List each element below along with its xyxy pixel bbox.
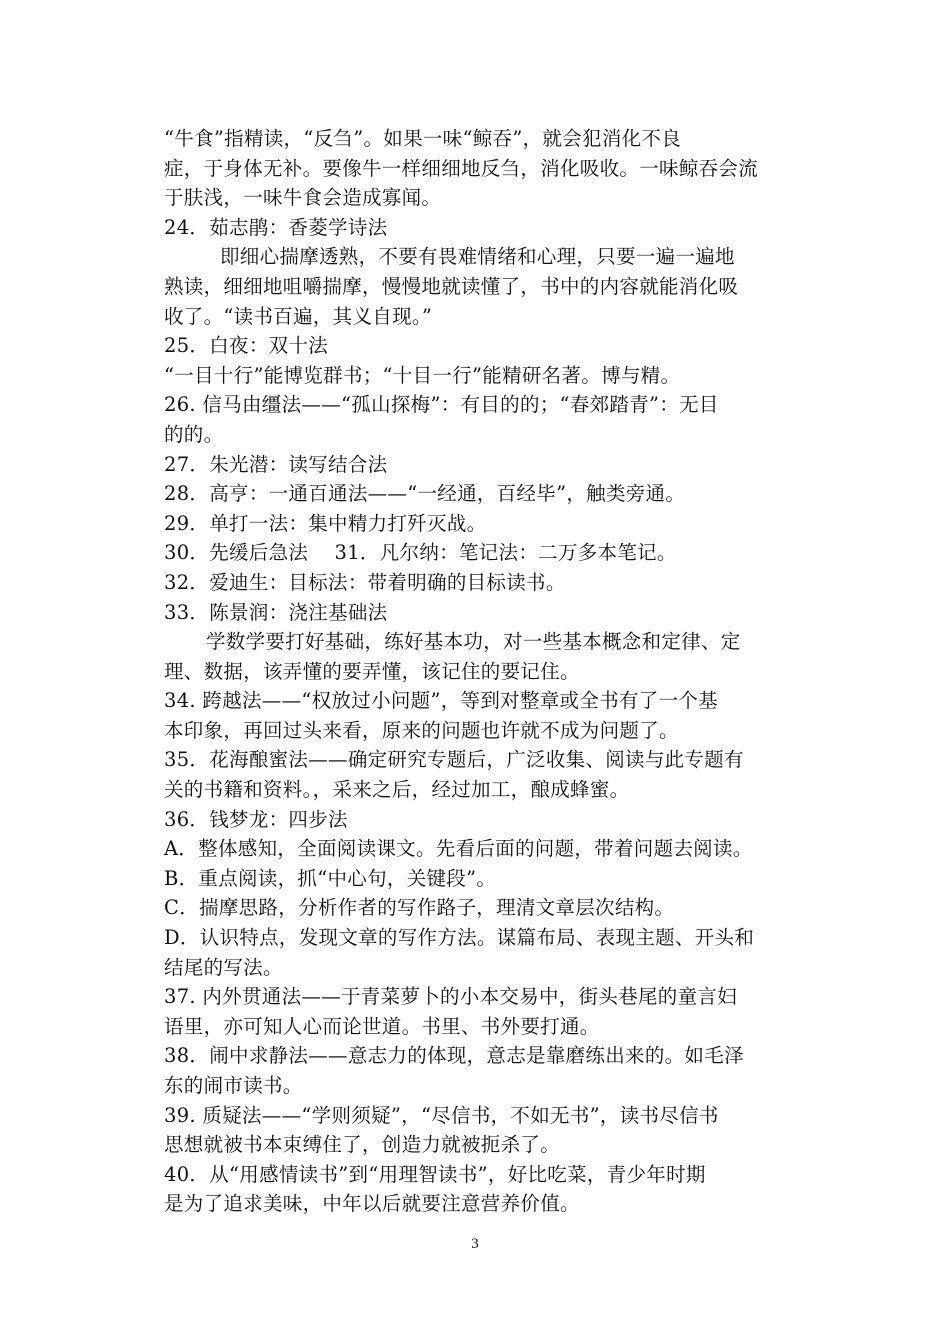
text-line: 本印象，再回过头来看，原来的问题也许就不成为问题了。 xyxy=(164,718,679,742)
section-heading-25: 25．白夜：双十法 xyxy=(164,334,329,358)
text-line: 于肤浅，一味牛食会造成寡闻。 xyxy=(164,186,442,210)
text-line: 收了。“读书百遍，其义自现。” xyxy=(164,304,433,328)
section-heading-29: 29．单打一法：集中精力打歼灭战。 xyxy=(164,511,487,535)
section-heading-39: 39. 质疑法——“学则须疑”，“尽信书，不如无书”，读书尽信书 xyxy=(164,1103,719,1127)
section-heading-27: 27．朱光潜：读写结合法 xyxy=(164,452,388,476)
text-line: 语里，亦可知人心而论世道。书里、书外要打通。 xyxy=(164,1014,600,1038)
text-line: 学数学要打好基础，练好基本功，对一些基本概念和定律、定 xyxy=(206,630,741,654)
section-heading-32: 32．爱迪生：目标法：带着明确的目标读书。 xyxy=(164,570,566,594)
section-heading-34: 34. 跨越法——“权放过小问题”，等到对整章或全书有了一个基 xyxy=(164,689,718,713)
list-item-c: C．揣摩思路，分析作者的写作路子，理清文章层次结构。 xyxy=(164,896,675,920)
section-heading-33: 33．陈景润：浇注基础法 xyxy=(164,600,388,624)
section-heading-30-31: 30．先缓后急法 31．凡尔纳：笔记法：二万多本笔记。 xyxy=(164,541,677,565)
section-heading-36: 36．钱梦龙：四步法 xyxy=(164,807,348,831)
page-number: 3 xyxy=(471,1236,479,1252)
section-heading-28: 28．高亨：一通百通法——“一经通，百经毕”，触类旁通。 xyxy=(164,482,686,506)
list-item-d: D．认识特点，发现文章的写作方法。谋篇布局、表现主题、开头和 xyxy=(164,926,755,950)
text-line: 思想就被书本束缚住了，创造力就被扼杀了。 xyxy=(164,1133,561,1157)
document-body xyxy=(164,124,789,1219)
text-line: 是为了追求美味，中年以后就要注意营养价值。 xyxy=(164,1192,580,1216)
section-heading-40: 40．从“用感情读书”到“用理智读书”，好比吃菜，青少年时期 xyxy=(164,1162,706,1186)
text-line: 症，于身体无补。要像牛一样细细地反刍，消化吸收。一味鲸吞会流 xyxy=(164,156,759,180)
text-line: 即细心揣摩透熟，不要有畏难情绪和心理，只要一遍一遍地 xyxy=(220,245,735,269)
text-line: 关的书籍和资料。，采来之后，经过加工，酿成蜂蜜。 xyxy=(164,778,630,802)
text-line: 的的。 xyxy=(164,422,224,446)
text-line: 结尾的写法。 xyxy=(164,955,283,979)
text-line: “牛食”指精读，“反刍”。如果一味“鲸吞”，就会犯消化不良 xyxy=(164,127,682,150)
section-heading-38: 38．闹中求静法——意志力的体现，意志是靠磨练出来的。如毛泽 xyxy=(164,1044,744,1068)
list-item-b: B．重点阅读，抓“中心句，关键段”。 xyxy=(164,866,497,890)
text-line: 理、数据，该弄懂的要弄懂，该记住的要记住。 xyxy=(164,659,580,683)
section-heading-24: 24．茹志鹃：香菱学诗法 xyxy=(164,215,388,239)
list-item-a: A．整体感知，全面阅读课文。先看后面的问题，带着问题去阅读。 xyxy=(164,837,753,861)
text-line: 东的闹市读书。 xyxy=(164,1074,303,1097)
text-line: 熟读，细细地咀嚼揣摩，慢慢地就读懂了，书中的内容就能消化吸 xyxy=(164,274,739,298)
section-heading-26: 26. 信马由缰法——“孤山探梅”：有目的的；“春郊踏青”：无目 xyxy=(164,393,719,417)
section-heading-37: 37. 内外贯通法——于青菜萝卜的小本交易中，街头巷尾的童言妇 xyxy=(164,985,738,1009)
text-line: “一目十行”能博览群书；“十目一行”能精研名著。博与精。 xyxy=(164,363,681,387)
section-heading-35: 35．花海酿蜜法——确定研究专题后，广泛收集、阅读与此专题有 xyxy=(164,748,744,772)
